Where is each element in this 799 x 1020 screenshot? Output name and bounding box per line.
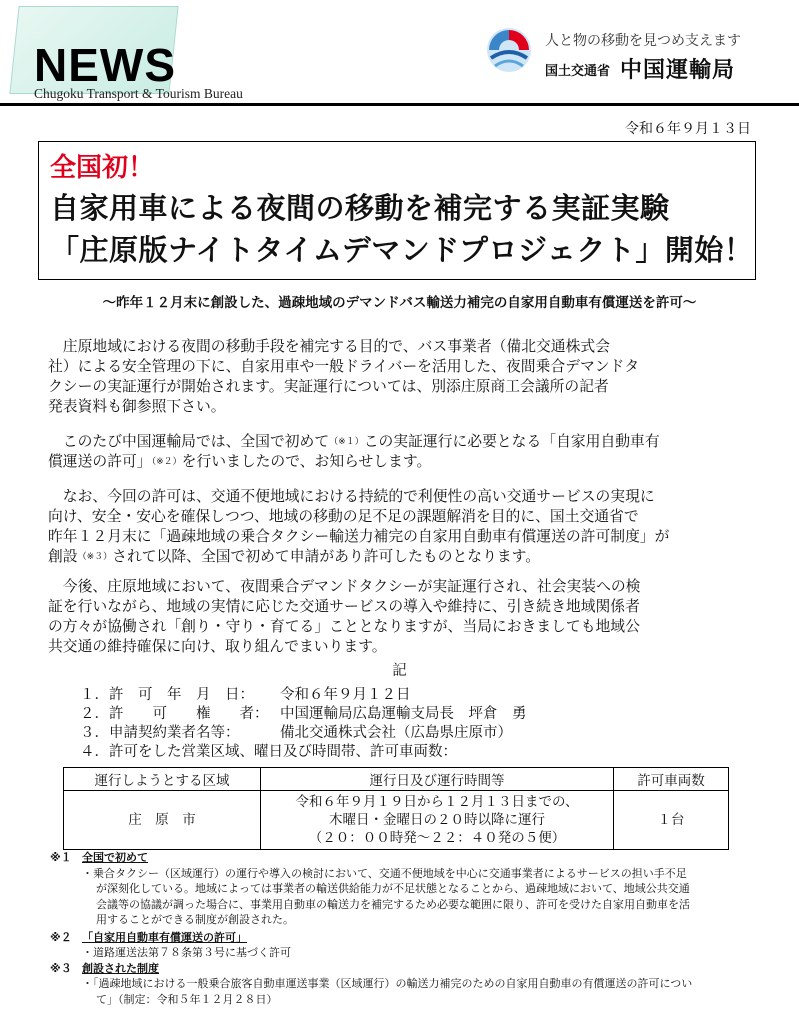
footnote-ref-3: （※３） — [77, 552, 113, 562]
footnote-ref-2: （※２） — [151, 457, 182, 467]
paragraph-line — [48, 432, 760, 452]
text-run: 創設 — [48, 548, 78, 565]
page-title: 自家用車による夜間の移動を補完する実証実験 — [50, 191, 670, 225]
item-label: １．許 可 年 月 日： — [80, 687, 254, 703]
table-header-row — [64, 768, 729, 791]
item-label: ３．申請契約業者名等： — [80, 725, 240, 741]
item-value: 中国運輸局広島運輸支局長 坪倉 勇 — [280, 706, 527, 722]
item-value: 令和６年９月１２日 — [280, 687, 411, 703]
footnote-mark: ※１ — [50, 851, 72, 864]
ki-heading: 記 — [392, 663, 407, 679]
bureau-japanese-name: 中国運輸局 — [620, 58, 736, 83]
footnote-line: ・乗合タクシー（区域運行）の運行や導入の検討において、交通不便地域を中心に交通事業者によるサービスの担い手不足 — [82, 866, 687, 880]
paragraph-line: 向け、安全・安心を確保しつつ、地域の移動の足不足の課題解消を目的に、国土交通省で — [48, 508, 639, 525]
tagline: 人と物の移動を見つめ支えます — [545, 33, 741, 49]
list-item — [80, 686, 527, 705]
paragraph-3 — [48, 487, 760, 567]
text-run: されて以降、全国で初めて申請があり許可したものとなります。 — [112, 548, 541, 565]
paragraph-line: 庄原地域における夜間の移動手段を補完する目的で、バス事業者（備北交通株式会 — [48, 338, 610, 355]
text-run: を行いましたので、お知らせします。 — [181, 453, 432, 470]
mlit-logo-icon — [485, 26, 533, 74]
column-header-schedule: 運行日及び運行時間等 — [261, 768, 614, 791]
ministry-name: 国土交通省 — [545, 64, 611, 79]
paragraph-line — [48, 547, 760, 567]
list-item — [80, 724, 527, 743]
paragraph-line: 今後、庄原地域において、夜間乗合デマンドタクシーが実証運行され、社会実装への検 — [48, 578, 641, 595]
footnote-line: 用することができる制度が創設された。 — [96, 913, 294, 926]
release-date: 令和６年９月１３日 — [625, 121, 751, 137]
footnote-line: 会議等の協議が調った場合に、事業用自動車の輸送力を補完するため必要な範囲に限り、許可を受けた自家用自動車を活 — [96, 897, 690, 911]
title-first-nationwide: 全国初！ — [50, 153, 155, 183]
paragraph-line: 昨年１２月末に「過疎地域の乗合タクシー輸送力補完の自家用自動車有償運送の許可制度」が — [48, 528, 670, 545]
list-item — [80, 705, 527, 724]
paragraph-2 — [48, 432, 760, 472]
bureau-english-name: Chugoku Transport & Tourism Bureau — [34, 86, 243, 101]
item-value: 備北交通株式会社（広島県庄原市） — [280, 725, 512, 741]
footnote-line: ・道路運送法第７８条第３号に基づく許可 — [82, 946, 291, 959]
footnote-line: ・「過疎地域における一般乗合旅客自動車運送事業（区域運行）の輸送力補完のための自家用自動車の有償運送の許可につい — [82, 977, 693, 990]
footnote-ref-1: （※１） — [329, 437, 364, 447]
cell-schedule — [261, 791, 614, 850]
table-row — [64, 791, 729, 850]
paragraph-line: クシーの実証運行が開始されます。実証運行については、別添庄原商工会議所の記者 — [48, 378, 609, 395]
schedule-line: 木曜日・金曜日の２０時以降に運行 — [329, 812, 545, 828]
paragraph-line: 共交通の維持確保に向け、取り組んでまいります。 — [48, 638, 387, 655]
footnote-mark: ※３ — [50, 961, 72, 975]
paragraph-line: 発表資料も御参照下さい。 — [48, 398, 226, 415]
cell-vehicles: １台 — [614, 791, 729, 850]
item-label: ２．許 可 権 者： — [80, 706, 269, 722]
paragraph-line: 社）による安全管理の下に、自家用車や一般ドライバーを活用した、夜間乗合デマンドタ — [48, 358, 640, 375]
page-subtitle: 「庄原版ナイトタイムデマンドプロジェクト」開始！ — [50, 233, 754, 267]
footnotes — [50, 850, 692, 1007]
text-run: このたび中国運輸局では、全国で初めて — [48, 433, 330, 450]
text-run: この実証運行に必要となる「自家用自動車有 — [363, 433, 660, 450]
footnote-1-heading — [50, 850, 692, 866]
permit-table — [63, 767, 729, 850]
item-label: ４．許可をした営業区域、曜日及び時間帯、許可車両数： — [80, 744, 457, 760]
permit-details-list — [80, 686, 527, 762]
column-header-vehicles: 許可車両数 — [614, 768, 729, 791]
footnote-title: 創設された制度 — [82, 961, 159, 975]
news-label: NEWS — [34, 39, 176, 91]
paragraph-line — [48, 452, 760, 472]
list-item — [80, 743, 527, 762]
paragraph-line: 証を行いながら、地域の実情に応じた交通サービスの導入や維持に、引き続き地域関係者 — [48, 598, 640, 615]
text-run: 償運送の許可」 — [48, 453, 152, 470]
footnote-title: 全国で初めて — [82, 851, 148, 864]
cell-area: 庄 原 市 — [64, 791, 261, 850]
footnote-title: 「自家用自動車有償運送の許可」 — [82, 930, 247, 944]
schedule-line: 令和６年９月１９日から１２月１３日までの、 — [295, 794, 579, 810]
schedule-line: （２０：００時発～２２：４０発の５便） — [308, 830, 566, 846]
subheading: ～昨年１２月末に創設した、過疎地域のデマンドバス輸送力補完の自家用自動車有償運送を許可～ — [102, 295, 697, 311]
paragraph-1 — [48, 337, 760, 417]
footnote-line: て」（制定：令和５年１２月２８日） — [96, 992, 278, 1006]
header-divider — [0, 103, 799, 106]
paragraph-4 — [48, 577, 760, 657]
footnote-line: が深刻化している。地域によっては事業者の輸送供給能力が不足状態となることから、過疎地域において、地域公共交通 — [96, 882, 690, 895]
paragraph-line: の方々が協働され「創り・守り・育てる」こととなりますが、当局におきましても地域公 — [48, 618, 640, 635]
footnote-mark: ※２ — [50, 930, 72, 944]
footnote-3-heading — [50, 961, 692, 977]
column-header-area: 運行しようとする区域 — [64, 768, 261, 791]
paragraph-line: なお、今回の許可は、交通不便地域における持続的で利便性の高い交通サービスの実現に — [48, 488, 655, 505]
footnote-2-heading — [50, 930, 692, 946]
